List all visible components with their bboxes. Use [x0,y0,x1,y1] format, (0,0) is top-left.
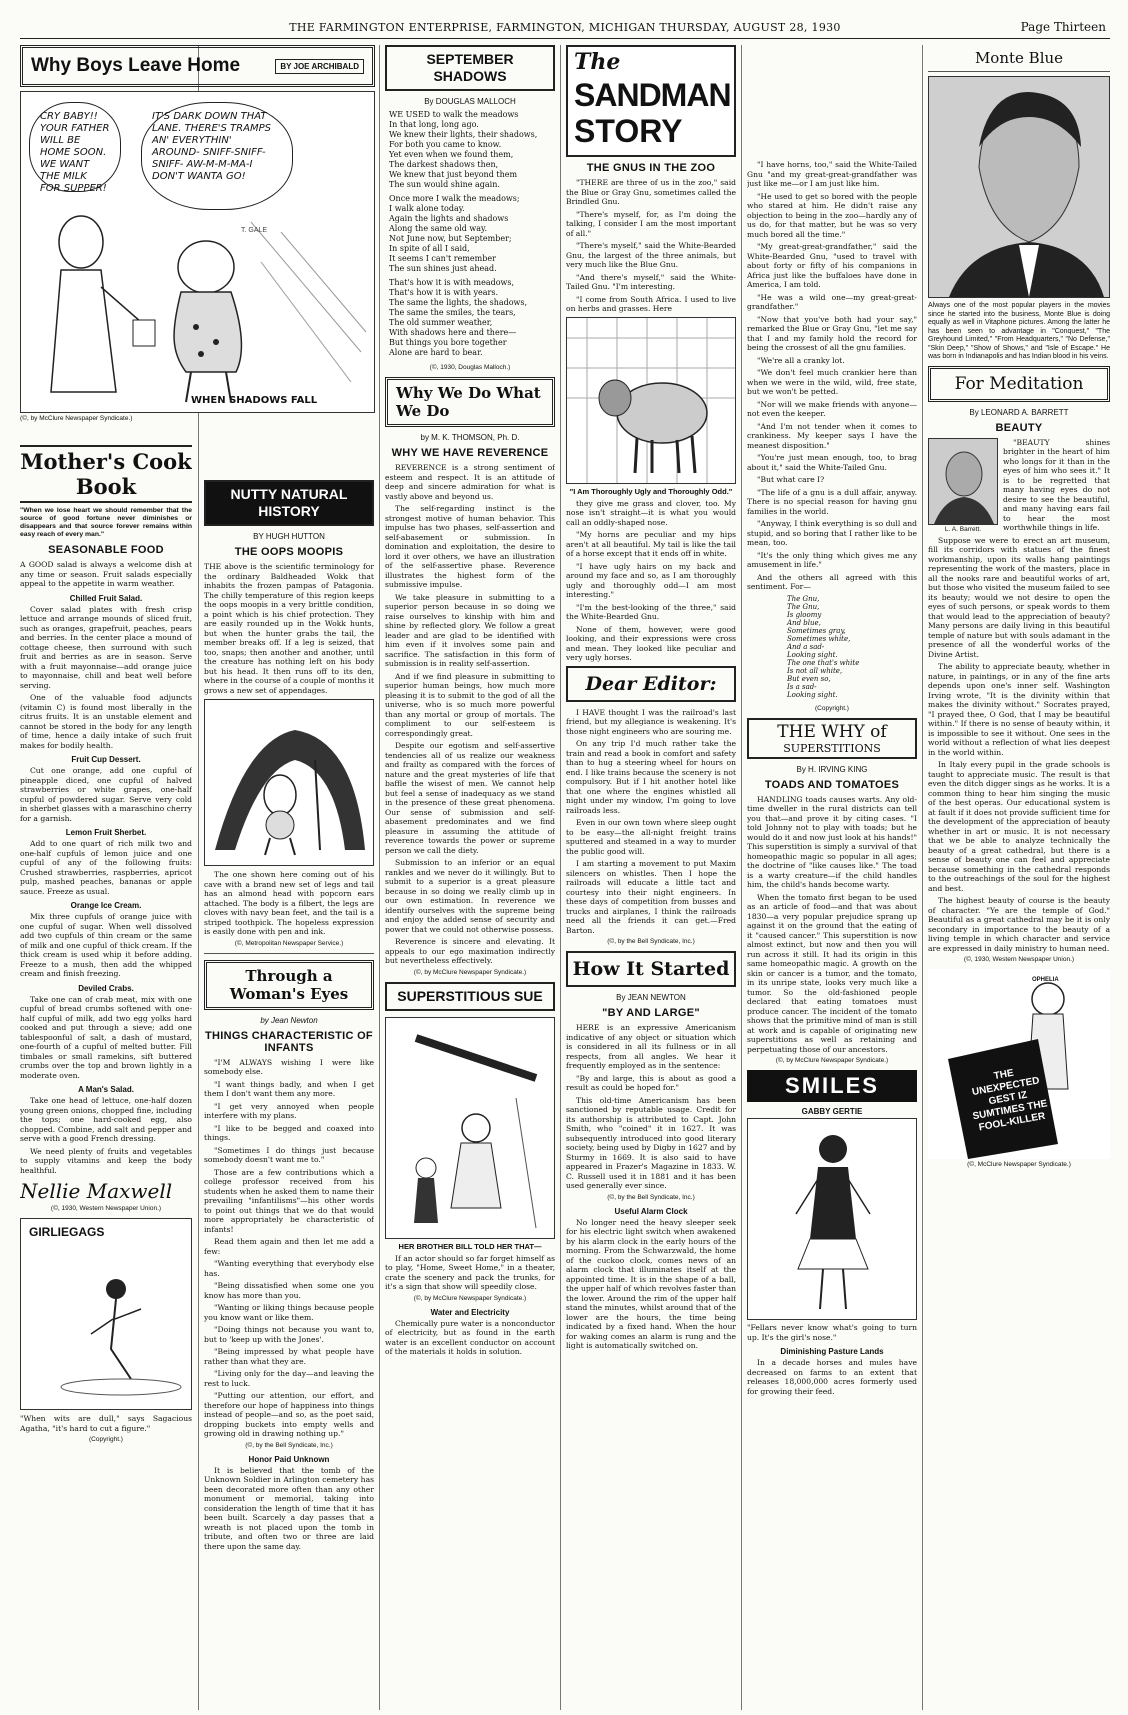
woman-text: "I get very annoyed when people interfere with my plans. [204,1101,374,1120]
why-byline: by M. K. THOMSON, Ph. D. [420,433,520,442]
poem-byline: By DOUGLAS MALLOCH [424,97,516,106]
recipe-text: We need plenty of fruits and vegetables to supply vitamins and keep the body healthful. [20,1146,192,1175]
speech-bubble-mother: CRY BABY!! YOUR FATHER WILL BE HOME SOON. WE WANT THE MILK FOR SUPPER! [29,102,121,192]
verse-line: Is gloomy [787,610,822,619]
comic-title: Why Boys Leave Home [31,55,241,76]
gnus-text: "There's myself," said the White-Bearded Gnu, the largest of the three animals, but very much like the Blue Gnu. [566,241,736,269]
started-byline: By JEAN NEWTON [616,993,686,1002]
editor-text: I am starting a movement to put Maxim silencers on whistles. Then I hope the railroads will educate a little tact and courtesy into their night engineers. In these days of competition from busses and trucks and airplanes, I think the railroads need all the friends it can get.—Fred Barton. [566,859,736,935]
gnus-text: "And I'm not tender when it comes to crankiness. My keeper says I have the meanest disposition." [747,421,917,450]
sue-caption: HER BROTHER BILL TOLD HER THAT— [398,1241,542,1251]
meditation-text: The highest beauty of course is the beauty of character. "Ye are the temple of God." Beautiful as a great cathedral may be it is only secondary in importance to the beauty of a living temple in which character and service are expressed in daily ministry to human need. [928,896,1110,953]
gnus-text: None of them, however, were good looking, and their expressions were cross and mean. They looked like peculiar and very ugly horses. [566,624,736,662]
started-credit: (©, by the Bell Syndicate, Inc.) [607,1193,695,1201]
woman-text: "Wanting everything that everybody else has. [204,1259,374,1278]
girliegags-credit: (Copyright.) [89,1436,123,1443]
gnu-caption: "I Am Thoroughly Ugly and Thoroughly Odd." [569,486,733,496]
ophelia-credit: (©, McClure Newspaper Syndicate.) [967,1161,1071,1168]
ophelia-sign: THE UNEXPECTED GEST IZ SUMTIMES THE FOOL-KILLER [971,1067,1049,1134]
sue-credit: (©, by McClure Newspaper Syndicate.) [413,1294,527,1302]
why-sup-title [747,718,917,759]
column-rule [379,45,380,1710]
poem-line: That's how it is with years. [389,288,499,297]
girliegags-drawing [21,1219,192,1409]
gertie-drawing [747,1118,917,1320]
woman-byline: by Jean Newton [260,1015,318,1025]
sue-illustration [386,1018,555,1238]
recipe-text: Take one can of crab meat, mix with one cupful of bread crumbs softened with one-half cupful of milk, add two egg yolks hard cooked and put through a sieve; add one tablespoonful of salt, a dash of mustard, one-fourth of a cupful of melted butter. Fill timbales or small ramekins, sift buttered crumbs over the top and brown lightly in a moderate oven. [20,994,192,1080]
gnus-text: "We don't feel much crankier here than when we were in the wild, wild, free state, but we won't be petted. [747,368,917,396]
woman-text: "Wanting or liking things because people you know want or like them. [204,1303,374,1322]
monte-blue-portrait [929,77,1110,297]
verse-line: The one that's white [787,658,860,667]
verse-line: Is not all white, [787,666,843,675]
gnus-text: "I have horns, too," said the White-Tailed Gnu "and my great-great-grandfather was just like me—or I am just like him. [747,160,917,188]
meditation-heading: BEAUTY [995,421,1043,434]
poem-line: We knew their lights, their shadows, [389,130,538,139]
comic-panel [20,91,375,413]
barrett-label: L. A. Barrett. [944,525,982,533]
poem-line: The same the smiles, the tears, [389,308,516,317]
poem-line: I walk alone today. [389,204,465,213]
verse-line: Looking sight. [787,690,838,699]
monte-blue-photo [928,76,1110,298]
poem-line: The same the lights, the shadows, [389,298,528,307]
girliegags-title: GIRLIEGAGS [29,1225,105,1239]
editor-title: Dear Editor: [566,666,736,702]
woman-title: Through a Woman's Eyes [204,960,374,1010]
gnus-text: "I'm the best-looking of the three," said the White-Bearded Gnu. [566,602,736,621]
recipe-title: Lemon Fruit Sherbet. [65,828,147,837]
woman-text: "I'M ALWAYS wishing I were like somebody else. [204,1057,374,1076]
started-title: How It Started [566,951,736,987]
masthead [20,18,1110,39]
poem-line: The sun shines just ahead. [389,264,497,273]
started-heading: "BY AND LARGE" [602,1007,700,1019]
started-text: HERE is an expressive Americanism indicative of any object or situation which is considered in all its fullness or in all respects, from all angles. We hear it frequently employed as in the sentence: [566,1023,736,1070]
gnus-text: "I come from South Africa. I used to live on herbs and grasses. Here [566,294,736,313]
column-sandman [566,45,736,1710]
started-text: This old-time Americanism has been sanctioned by reputable usage. Credit for its authorship is attributed to Capt. John Smith, who "coined" it in 1627. It was subsequently introduced into good literary society, being used by Digby in 1627 and by Sturmy in 1669. It is also said to have appeared in Frazer's Magazine in 1833. W. C. Russell used it in 1881 and it has been used generally ever since. [566,1095,736,1190]
gnus-text: "THERE are three of us in the zoo," said the Blue or Gray Gnu, sometimes called the Brindled Gnu. [566,178,736,206]
poem-credit: (©, 1930, Douglas Malloch.) [429,364,511,371]
sandman-title-the: The [574,49,621,75]
poem-line: In spite of all I said, [389,244,470,253]
meditation-text: Suppose we were to erect an art museum, fill its corridors with statues of the finest workmanship, upon its walls hang paintings representing the work of the masters, place in all the nooks rare and beautiful works of art, but those who visited the museum failed to see its beauty; would we not desire to open the eyes of such persons, or speak words to them that would lead to the appreciation of beauty? Many persons are daily living in this beautiful temple of nature but with souls adamant in the presence of all the wonderful works of the Divine Artist. [928,535,1110,659]
comic-byline: BY JOE ARCHIBALD [275,59,364,74]
woman-text: "Living only for the day—and leaving the rest to luck. [204,1369,374,1388]
sandman-title-sandman: SANDMAN [574,77,731,113]
why-text: We take pleasure in submitting to a superior person because in so doing we raise ourselves to kinship with him and shine by reflected glory. We follow a great leader and are glad to be identified with him even if it involves some pain and sacrifice. The satisfaction in this form of submission is in reality self-assertion. [385,592,555,668]
nutty-title: NUTTY NATURAL HISTORY [204,480,374,526]
poem-text [389,110,555,358]
oops-moopis-illustration [205,700,374,865]
why-sup-title-line1: THE WHY of [777,721,887,742]
gnus-text: "There's myself, for, as I'm doing the talking, I consider I am the most important of all." [566,209,736,238]
nutty-text: The one shown here coming out of his cave with a brand new set of legs and tail has an almond head with popcorn ears attached. The body is a filbert, the legs are cloves with navy bean feet, and the tail is a striped toothpick. The hopeless expression is easily done with pen and ink. [204,870,374,936]
verse-line: And blue, [787,618,821,627]
why-text: Despite our egotism and self-assertive tendencies all of us realize our weakness and frailty as compared with the forces of nature and the great mysteries of life that baffle the wisest of men. We cannot help but feel a sense of inadequacy as we stand in the presence of these great phenomena. Our sense of submission and self-abasement predominates and we find pleasure in assuming the attitude of reverence towards the power or supreme person we call the diety. [385,741,555,855]
gnus-text: "But what care I? [757,475,825,484]
verse-line: Is a sad- [787,682,817,691]
why-sup-title-line2: SUPERSTITIONS [783,741,881,755]
poem-line: With shadows here and there— [389,328,517,337]
cookbook-title: Mother's Cook Book [20,445,192,503]
woman-text: Those are a few contributions which a college professor received from his students when he asked them to name their prevailing "infantilisms"—his other words to point out things that we do that would more appropriately be characteristic of infants! [204,1167,374,1234]
why-heading: WHY WE HAVE REVERENCE [391,447,549,459]
signature-credit: (©, 1930, Western Newspaper Union.) [50,1205,162,1212]
gnus-heading: THE GNUS IN THE ZOO [586,162,716,174]
woman-text: "Sometimes I do things just because somebody doesn't want me to." [204,1145,374,1164]
water-text: Chemically pure water is a nonconductor of electricity, but as found in the earth water is an excellent conductor on account of the materials it holds in solution. [385,1318,555,1356]
poem-title: SEPTEMBER SHADOWS [385,45,555,91]
verse-line: Sometimes gray, [787,626,846,635]
gnu-illustration [567,318,736,483]
verse-line: The Gnu, [787,594,820,603]
gertie-title: GABBY GERTIE [801,1107,863,1116]
editor-text: Even in our own town where sleep ought to be easy—the all-night freight trains sputtered and steamed in a way to murder the public good will. [566,818,736,856]
gnus-credit: (Copyright.) [815,704,849,712]
monte-blue-title: Monte Blue [928,45,1110,72]
poem-line: The sun would shine again. [389,180,500,189]
poem-line: Once more I walk the meadows; [389,194,520,203]
column-meditation [928,45,1110,1710]
gnus-text: "He was a wild one—my great-great-grandfather." [747,292,917,311]
recipe-title: Chilled Fruit Salad. [69,593,143,603]
meditation-credit: (©, 1930, Western Newspaper Union.) [963,956,1075,963]
cookbook-intro: A GOOD salad is always a welcome dish at any time or season. Fruit salads especially appeal to the appetite in warm weather. [20,560,192,588]
woman-text: "I want things badly, and when I get them I don't want them any more. [204,1079,374,1098]
recipe-text: Take one head of lettuce, one-half dozen young green onions, chopped fine, including the tops; one hard-cooked egg, also chopped. Combine, add salt and pepper and serve with a good French dressing. [20,1096,192,1143]
column-cookbook [20,445,192,1710]
cookbook-heading: SEASONABLE FOOD [48,544,164,556]
comic-credit: (©, by McClure Newspaper Syndicate.) [20,415,133,422]
recipe-title: Deviled Crabs. [78,983,134,993]
poem-line: WE USED to walk the meadows [389,110,519,119]
why-text: REVERENCE is a strong sentiment of esteem and respect. It is an attitude of deep and sincere admiration for what is vastly above and beyond us. [385,463,555,501]
nutty-byline: BY HUGH HUTTON [253,532,325,541]
toads-heading: TOADS AND TOMATOES [764,778,900,791]
gnu-verse [787,595,917,699]
why-text: Submission to an inferior or an equal rankles and we never do it willingly. But to submit to a superior is a great pleasure because in so doing we really climb up in our own estimation. In reverence we identify ourselves with the supreme being and enjoy the added sense of security and power that we could not otherwise possess. [385,858,555,934]
why-sup-byline: By H. IRVING KING [796,764,868,774]
why-text: Reverence is sincere and elevating. It appeals to our ego maximation indirectly but nevertheless effectively. [385,937,555,965]
honor-text: It is believed that the tomb of the Unknown Soldier in Arlington cemetery has been decorated more often than any other monument or memorial, taking into consideration the length of time that it has been built. Scarcely a day passes that a wreath is not placed upon the tomb in tribute, and often two or three are laid there upon the same day. [204,1465,374,1551]
ophelia-panel [928,969,1110,1159]
poem-line: Along the same old way. [389,224,488,233]
barrett-photo [928,438,998,525]
comic-drawing [21,92,375,412]
barrett-photo-box [928,438,998,534]
pasture-text: In a decade horses and mules have decreased on farms to an extent that releases 18,000,000 acres formerly used for growing their feed. [747,1358,917,1396]
meditation-text: "BEAUTY shines brighter in the heart of him who longs for it than in the eyes of him who sees it." It is to be regretted that many having eyes do not desire to see the beautiful, and many having ears fail to hear the most worthwhile things in life. [1003,437,1110,532]
recipe-text: Add to one quart of rich milk two and one-half cupfuls of lemon juice and one cupful of any of the following fruits: Crushed strawberries, raspberries, apricot pulp, mashed peaches, bananas or apple sauce. Freeze as usual. [20,839,192,896]
gnus-text: "My great-great-grandfather," said the White-Bearded Gnu, "used to travel with about forty or fifty of his companions in Africa just like the buffaloes have done in America, I am told. [747,242,917,289]
sue-title: SUPERSTITIOUS SUE [385,982,555,1011]
girliegags-caption: "When wits are dull," says Sagacious Agatha, "it's hard to cut a figure." [20,1414,192,1433]
poem-line: It seems I can't remember [389,254,496,263]
gnu-drawing [566,317,736,484]
page-number: Page Thirteen [1020,20,1106,34]
toads-text: HANDLING toads causes warts. Any old-time dweller in the rural districts can tell you that—and prove it by citing cases. "I told Johnny not to play with toads; but he would do it and now just look at his hands!" This superstition is simply a survival of that homeopathic magic so popular in all ages; the doctrine of "like causes like." The toad is a warty creature—if the child handles him, the child's hands become warty. [747,794,917,889]
column-nutty-history [204,480,374,1710]
editor-credit: (©, by the Bell Syndicate, Inc.) [607,938,695,945]
poem-line: Again the lights and shadows [389,214,509,223]
column-rule [560,45,561,1710]
poem-line: We knew that just beyond them [389,170,518,179]
nutty-text: THE above is the scientific terminology for the ordinary Baldheaded Wokk that inhabits the frozen pampas of Patagonia. The chilly temperature of this region keeps the oops moopis in a very brittle condition, a point which is his chief protection. They are easily rounded up in the Wokk hunts, but when the hunter grabs the tail, the member breaks off. If a leg is seized, that too, snaps; then another and another, until the creature has nothing left on his body but his head. It then runs off to its den, where in the course of a couple of months it grows a new set of appendages. [204,562,374,695]
nutty-credit: (©, Metropolitan Newspaper Service.) [234,939,344,947]
poem-line: In that long, long ago. [389,120,479,129]
recipe-title: Orange Ice Cream. [70,901,142,910]
pasture-title: Diminishing Pasture Lands [780,1347,884,1356]
woman-text: Read them again and then let me add a few: [204,1237,374,1256]
woman-credit: (©, by the Bell Syndicate, Inc.) [245,1441,333,1449]
toads-credit: (©, by McClure Newspaper Syndicate.) [775,1057,889,1064]
gnus-text: "I have ugly hairs on my back and around my face and so, as I am thoroughly ugly and thoroughly odd—I am most interesting." [566,561,736,599]
meditation-title: For Meditation [928,366,1110,402]
recipe-text: Mix three cupfuls of orange juice with one cupful of sugar. When well dissolved add two cupfuls of thin cream or the same of milk and one cupful of thick cream. If the thick cream is used whip it before adding. Freeze to a mush, then add the whipped cream and finish freezing. [20,912,192,978]
recipe-text: Cut one orange, add one cupful of pineapple diced, one cupful of halved strawberries or white grapes, one-half cupful of powdered sugar. Serve very cold in sherbet glasses with a maraschino cherry for a garnish. [20,766,192,823]
sandman-title-story: STORY [574,113,683,149]
recipe-text: One of the valuable food adjuncts (vitamin C) is found most liberally in the citrus fruits. It is an unstable element and cannot be stored in the body for any length of time, hence a daily intake of such fruit makes for bodily health. [20,693,192,750]
meditation-text: The ability to appreciate beauty, whether in nature, in paintings, or in any of the fine arts depends upon one's inner self. Washington Irving wrote, "It is the divinity within that makes the divinity without." Socrates prayed, "I prayed thee, O God, that I may be beautiful within." If there is no sense of beauty within, it is impossible to see it without. One sees in the world without a reflection of what lies deepest in the world within. [928,662,1110,757]
recipe-title: Fruit Cup Dessert. [71,755,141,764]
poem-line: The old summer weather, [389,318,493,327]
gertie-caption: "Fellars never know what's going to turn up. It's the girl's nose." [747,1323,917,1342]
woman-text: "Being dissatisfied when some one you know has more than you. [204,1281,374,1300]
signature: Nellie Maxwell [20,1179,173,1203]
sandman-banner [566,45,736,157]
verse-line: And a sad- [787,642,825,651]
honor-title: Honor Paid Unknown [248,1454,330,1464]
verse-line: The Gnu, [787,602,820,611]
gnus-text: "Anyway, I think everything is so dull and stupid, and so boring that I rather like to be mean, too. [747,519,917,547]
column-poem-reverence [385,45,555,1710]
nutty-heading: THE OOPS MOOPIS [234,546,344,558]
column-rule [922,45,923,1710]
gnus-text: "He used to get so bored with the people who stared at him. He didn't raise any objection to being in the zoo—hardly any of us do, for that matter, but he was so very much bored all the time." [747,191,917,239]
recipe-title: A Man's Salad. [78,1085,134,1094]
woman-heading: THINGS CHARACTERISTIC OF INFANTS [205,1029,373,1054]
why-text: The self-regarding instinct is the strongest motive of human behavior. This impulse has two phases, self-assertion and self-abasement or submission. In domination and exploitation, the desire to lord it over others, we have an illustration of the self-assertive phase. Reverence illustrates the highest form of the submissive impulse. [385,504,555,589]
woman-text: "Putting our attention, our effort, and therefore our hope of happiness into things instead of people—and so, as the poet said, dropping buckets into empty wells and growing old in drawing nothing up." [204,1391,374,1438]
verse-line: Looking sight. [787,650,838,659]
sue-text: If an actor should so far forget himself as to play, "Home, Sweet Home," in a theater, crate the scenery and pack the trunks, for it's a sign that show will speedily close. [385,1253,555,1291]
sue-drawing [385,1017,555,1239]
why-text: And if we find pleasure in submitting to superior human beings, how much more pleasing it is to submit to the god of all the universe, who is so much more powerful than any mortal or group of mortals. The compliment to our self-esteem is correspondingly great. [385,671,555,738]
poem-line: The darkest shadows then, [389,160,499,169]
column-superstitions [747,160,917,1710]
woman-text: "Doing things not because you want to, but to 'keep up with the Jones'. [204,1325,374,1344]
masthead-title: THE FARMINGTON ENTERPRISE, FARMINGTON, MICHIGAN THURSDAY, AUGUST 28, 1930 [289,21,841,34]
editor-text: On any trip I'd much rather take the train and read a book in comfort and safety than to hug a steering wheel for hours on end. I like trains because the scenery is not compulsory. But if I hit another hotel like that one where the engines whistled all night under my window, I'm going to love railroads less. [566,739,736,815]
gertie-illustration [748,1119,917,1319]
gnus-text: "And there's myself," said the White-Tailed Gnu. "I'm interesting. [566,272,736,291]
woman-text: "I like to be begged and coaxed into things. [204,1123,374,1142]
monte-blue-caption: Always one of the most popular players in the movies since he started into the business, Monte Blue is doing equally as well in Vitaphone pictures. Among the latter he has been seen to advantage in "Conquest," "The Greyhound Limited," "From Headquarters," "No Defense," "Skin Deep," "Show of Shows," and "Isle of Escape." He was born in Indianapolis and has Indian blood in his veins. [928,302,1110,360]
oops-moopis-drawing [204,699,374,866]
ophelia-drawing [928,969,1110,1159]
gnus-text: "We're all a cranky lot. [757,355,845,365]
gnus-text: "You're just mean enough, too, to brag about it," said the White-Tailed Gnu. [747,453,917,472]
alarm-text: No longer need the heavy sleeper seek for his electric light switch when awakened by his alarm clock in the early hours of the morning. From the Schwarzwald, the home of the cuckoo clock, comes news of an alarm clock that illuminates itself at the appointed time. It is in the shape of a ball, the upper half of which revolves faster than the lower. Around the rim of the upper half stand the minutes, whilst around that of the lower are the hours, the time being indicated by a fixed hand. When the hour for waking comes an alarm is rung and the light is automatically switched on. [566,1217,736,1350]
gnus-text: "My horns are peculiar and my hips aren't at all beautiful. My tail is like the tail of a horse except that it ends off in white. [566,530,736,558]
woman-text: "Being impressed by what people have rather than what they are. [204,1347,374,1366]
why-title: Why We Do What We Do [385,377,555,427]
toads-text: When the tomato first began to be used as an article of food—and that was about 1830—a very popular prejudice sprang up against it on the ground that the eating of it "caused cancer." This superstition is now almost extinct, but now and then you will run across it still. It had its origin in this same homeopathic magic. A growth on the skin or cancer is a tumor, and the tomato, in its unripe state, looks very much like a tumor. So the old-fashioned people declared that eating tomatoes must produce cancer. The incident of the tomato shows that the primitive mind of man is still at work and is capable of originating new superstitions as well as retaining and perpetuating those of our ancestors. [747,892,917,1054]
meditation-text: In Italy every pupil in the grade schools is taught to appreciate music. The result is that even the ditch digger sings as he works. It is a common thing to hear him singing the music of the best operas. Our educational system is at fault if it does not provide sufficient time for the development of the appreciation of beauty whether in art or music. It is not necessary that we be able to analyze technically the beauty of a great cathedral, but there is a sense of beauty one can feel and appreciate because something in the cathedral responds to the outreachings of the soul for the highest and best. [928,760,1110,893]
gnus-text: "Now that you've both had your say," remarked the Blue or Gray Gnu, "let me say that I and my family hold the record for being the crossest of all the gnu families. [747,314,917,352]
gnus-text: they give me grass and clover, too. My nose isn't straight—it is what you would call an oddly-shaped nose. [566,498,736,527]
gnus-text: "Nor will we make friends with anyone—not even the keeper. [747,399,917,418]
recipe-text: Cover salad plates with fresh crisp lettuce and arrange mounds of sliced fruit, such as oranges, grapefruit, peaches, pears and berries. In the center place a mound of cottage cheese, then surround with such fruit and berries as are in season. Serve with a fruit mayonnaise—add orange juice to mayonnaise, chill and beat well before serving. [20,604,192,690]
ophelia-hat: OPHELIA [1032,977,1059,983]
speech-bubble-boy: IT'S DARK DOWN THAT LANE. THERE'S TRAMPS AN' EVERYTHIN' AROUND- SNIFF-SNIFF-SNIFF- AW-M-M-MA-I DON'T WANTA GO! [141,102,293,210]
column-rule [741,45,742,1710]
gnus-text: And the others all agreed with this sentiment. For— [747,572,917,591]
poem-line: Alone are hard to bear. [389,348,483,357]
poem-line: But things you bore together [389,338,507,347]
editor-text: I HAVE thought I was the railroad's last friend, but my allegiance is weakening. It's those night engineers who are souring me. [566,707,736,736]
smiles-banner: SMILES [747,1070,917,1102]
alarm-title: Useful Alarm Clock [614,1206,688,1216]
poem-line: Not June now, but September; [389,234,512,243]
separator [204,953,374,954]
gnus-text: "It's the only thing which gives me any amusement in life." [747,550,917,569]
verse-line: Sometimes white, [787,634,851,643]
verse-line: But even so, [787,674,831,683]
water-title: Water and Electricity [430,1307,510,1317]
barrett-portrait [929,439,998,524]
poem-line: Yet even when we found them, [389,150,514,159]
poem-line: That's how it is with meadows, [389,278,515,287]
comic-why-boys-leave-home [20,45,375,440]
poem-line: For both you came to know. [389,140,502,149]
gnus-text: "The life of a gnu is a dull affair, anyway. There is no special reason for having gnu families in the world. [747,487,917,516]
comic-sign: WHEN SHADOWS FALL [191,395,318,406]
started-text: "By and large, this is about as good a result as could be hoped for." [566,1073,736,1092]
cookbook-quote: "When we lose heart we should remember that the source of good fortune never diminishes or disappears and that source forever remains within easy reach of every man." [20,507,192,538]
meditation-byline: By LEONARD A. BARRETT [969,407,1069,417]
girliegags-panel [20,1218,192,1410]
why-credit: (©, by McClure Newspaper Syndicate.) [413,968,527,976]
svg-text:T. GALE: T. GALE [241,227,268,234]
